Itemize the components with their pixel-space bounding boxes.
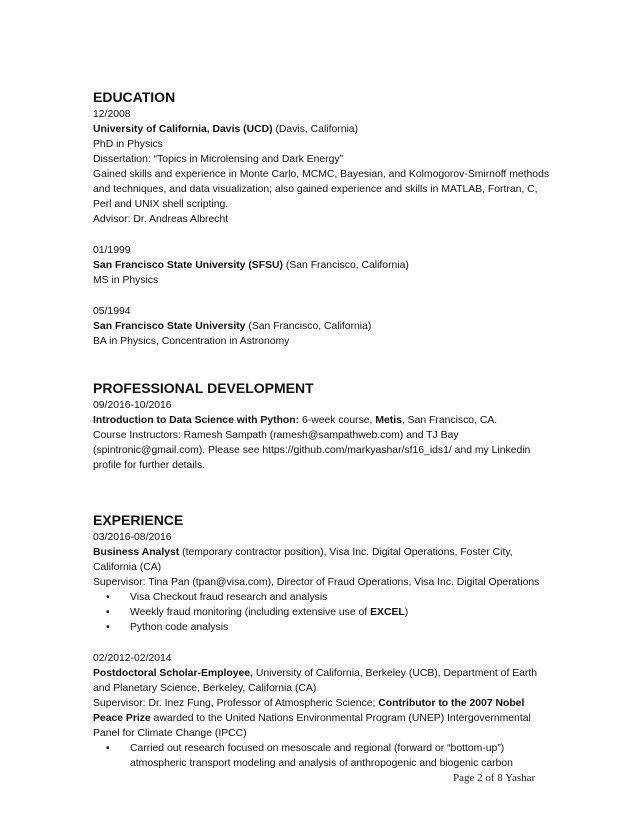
education-location: (Davis, California): [272, 124, 359, 135]
education-location: (San Francisco, California): [282, 260, 409, 271]
experience-award-desc: awarded to the United Nations Environmental Program (UNEP) Intergovernmental Panel for Climate Change (IPCC): [93, 713, 531, 739]
development-course-desc: 6-week course,: [299, 415, 376, 426]
education-heading: EDUCATION: [93, 89, 176, 105]
experience-entry: [93, 530, 555, 635]
education-location: (San Francisco, California): [245, 321, 372, 332]
education-degree: BA in Physics, Concentration in Astronomy: [93, 336, 290, 347]
experience-date: 02/2012-02/2014: [93, 653, 172, 664]
experience-company: University of California, Berkeley (UCB), Department of Earth and Planetary Science, Berkeley, California (CA): [93, 668, 538, 694]
development-heading: PROFESSIONAL DEVELOPMENT: [93, 380, 314, 396]
resume-page: [93, 88, 555, 771]
education-entry: [93, 107, 555, 227]
experience-company: Visa Inc. Digital Operations, Foster City, California (CA): [93, 547, 513, 573]
list-item: • Carried out research focused on mesoscale and regional (forward or “bottom-up”) atmospheric transport modeling and analysis of anthropogenic and biogenic carbon: [106, 743, 513, 769]
education-degree: PhD in Physics: [93, 139, 163, 150]
development-date: 09/2016-10/2016: [93, 400, 172, 411]
bullet-icon: •: [106, 607, 110, 618]
development-course: Introduction to Data Science with Python:: [93, 415, 300, 426]
experience-supervisor: Supervisor: Dr. Inez Fung, Professor of Atmospheric Science;: [93, 698, 379, 709]
bullet-icon: •: [106, 743, 110, 754]
experience-award: Contributor to the 2007 Nobel Peace Prize: [93, 698, 525, 724]
development-details: Course Instructors: Ramesh Sampath (ramesh@sampathweb.com) and TJ Bay (spintronic@gmail.com). Please see https://github.com/markyashar/sf16_ids1/ and my Linkedin profile for further details.: [93, 430, 531, 471]
education-date: 05/1994: [93, 306, 131, 317]
education-dissertation: Dissertation: “Topics in Microlensing and Dark Energy”: [93, 154, 344, 165]
education-degree: MS in Physics: [93, 275, 159, 286]
development-org: Metis: [375, 415, 402, 426]
education-institution: University of California, Davis (UCD): [93, 124, 273, 135]
education-date: 01/1999: [93, 245, 131, 256]
list-item: • Weekly fraud monitoring (including extensive use of EXCEL): [106, 607, 409, 618]
experience-entry: [93, 651, 555, 771]
education-entry: [93, 304, 555, 349]
experience-supervisor: Supervisor: Tina Pan (tpan@visa.com), Director of Fraud Operations, Visa Inc. Digital Operations: [93, 577, 540, 588]
experience-bullet-list: [93, 590, 555, 635]
bullet-icon: •: [106, 622, 110, 633]
experience-role: Business Analyst: [93, 547, 180, 558]
list-item: • Visa Checkout fraud research and analysis: [106, 592, 328, 603]
experience-date: 03/2016-08/2016: [93, 532, 172, 543]
page-footer: Page 2 of 8 Yashar: [453, 772, 536, 784]
experience-role-note: (temporary contractor position),: [179, 547, 330, 558]
experience-bullet-list: [93, 741, 555, 771]
education-date: 12/2008: [93, 109, 131, 120]
education-skills: Gained skills and experience in Monte Carlo, MCMC, Bayesian, and Kolmogorov-Smirnoff methods and techniques, and data visualization; also gained experience and skills in MATLAB, Fortran, C, Perl and UNIX shell scripting.: [93, 169, 550, 210]
experience-heading: EXPERIENCE: [93, 512, 184, 528]
education-institution: San Francisco State University: [93, 321, 246, 332]
education-institution: San Francisco State University (SFSU): [93, 260, 283, 271]
education-entry: [93, 243, 555, 288]
bullet-icon: •: [106, 592, 110, 603]
education-advisor: Advisor: Dr. Andreas Albrecht: [93, 214, 229, 225]
experience-role: Postdoctoral Scholar-Employee,: [93, 668, 253, 679]
list-item: • Python code analysis: [106, 622, 229, 633]
development-org-location: , San Francisco, CA.: [401, 415, 498, 426]
